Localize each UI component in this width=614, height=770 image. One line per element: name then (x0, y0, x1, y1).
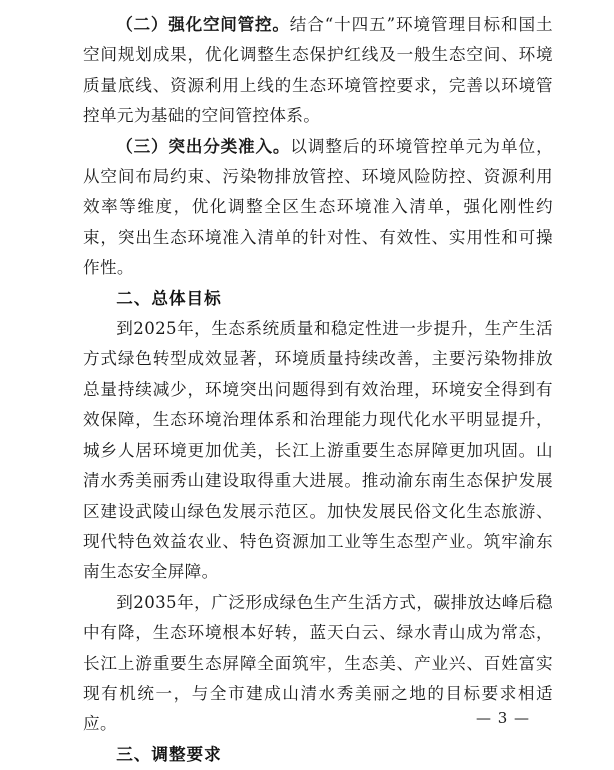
document-body (83, 10, 553, 770)
paragraph-lead: （二）强化空间管控。 (116, 15, 290, 34)
paragraph-classified-access (83, 132, 553, 284)
paragraph-spatial-control (83, 10, 553, 132)
page-number: — 3 — (475, 709, 531, 727)
section-heading-adjustment-requirements: 三、调整要求 (116, 744, 222, 764)
paragraph-text: 以调整后的环境管控单元为单位，从空间布局约束、污染物排放管控、环境风险防控、资源利用效率等维度，优化调整全区生态环境准入清单，强化刚性约束，突出生态环境准入清单的针对性、有效性、实用性和可操作性。 (83, 136, 554, 278)
paragraph-lead: （三）突出分类准入。 (116, 136, 291, 156)
section-heading-overall-goals: 二、总体目标 (116, 288, 222, 308)
paragraph-goals-2035: 到2035年，广泛形成绿色生产生活方式，碳排放达峰后稳中有降，生态环境根本好转，蓝天白云、绿水青山成为常态，长江上游重要生态屏障全面筑牢，生态美、产业兴、百姓富实现有机统一，与全市建成山清水秀美丽之地的目标要求相适应。 (83, 592, 553, 734)
paragraph-text: 结合“十四五”环境管理目标和国土空间规划成果，优化调整生态保护红线及一般生态空间、环境质量底线、资源利用上线的生态环境管控要求，完善以环境管控单元为基础的空间管控体系。 (83, 15, 553, 126)
paragraph-goals-2025: 到2025年，生态系统质量和稳定性进一步提升，生产生活方式绿色转型成效显著，环境质量持续改善，主要污染物排放总量持续减少，环境突出问题得到有效治理，环境安全得到有效保障，生态环境治理体系和治理能力现代化水平明显提升，城乡人居环境更加优美，长江上游重要生态屏障更加巩固。山清水秀美丽秀山建设取得重大进展。推动渝东南生态保护发展区建设武陵山绿色发展示范区。加快发展民俗文化生态旅游、现代特色效益农业、特色资源加工业等生态型产业。筑牢渝东南生态安全屏障。 (83, 319, 553, 582)
